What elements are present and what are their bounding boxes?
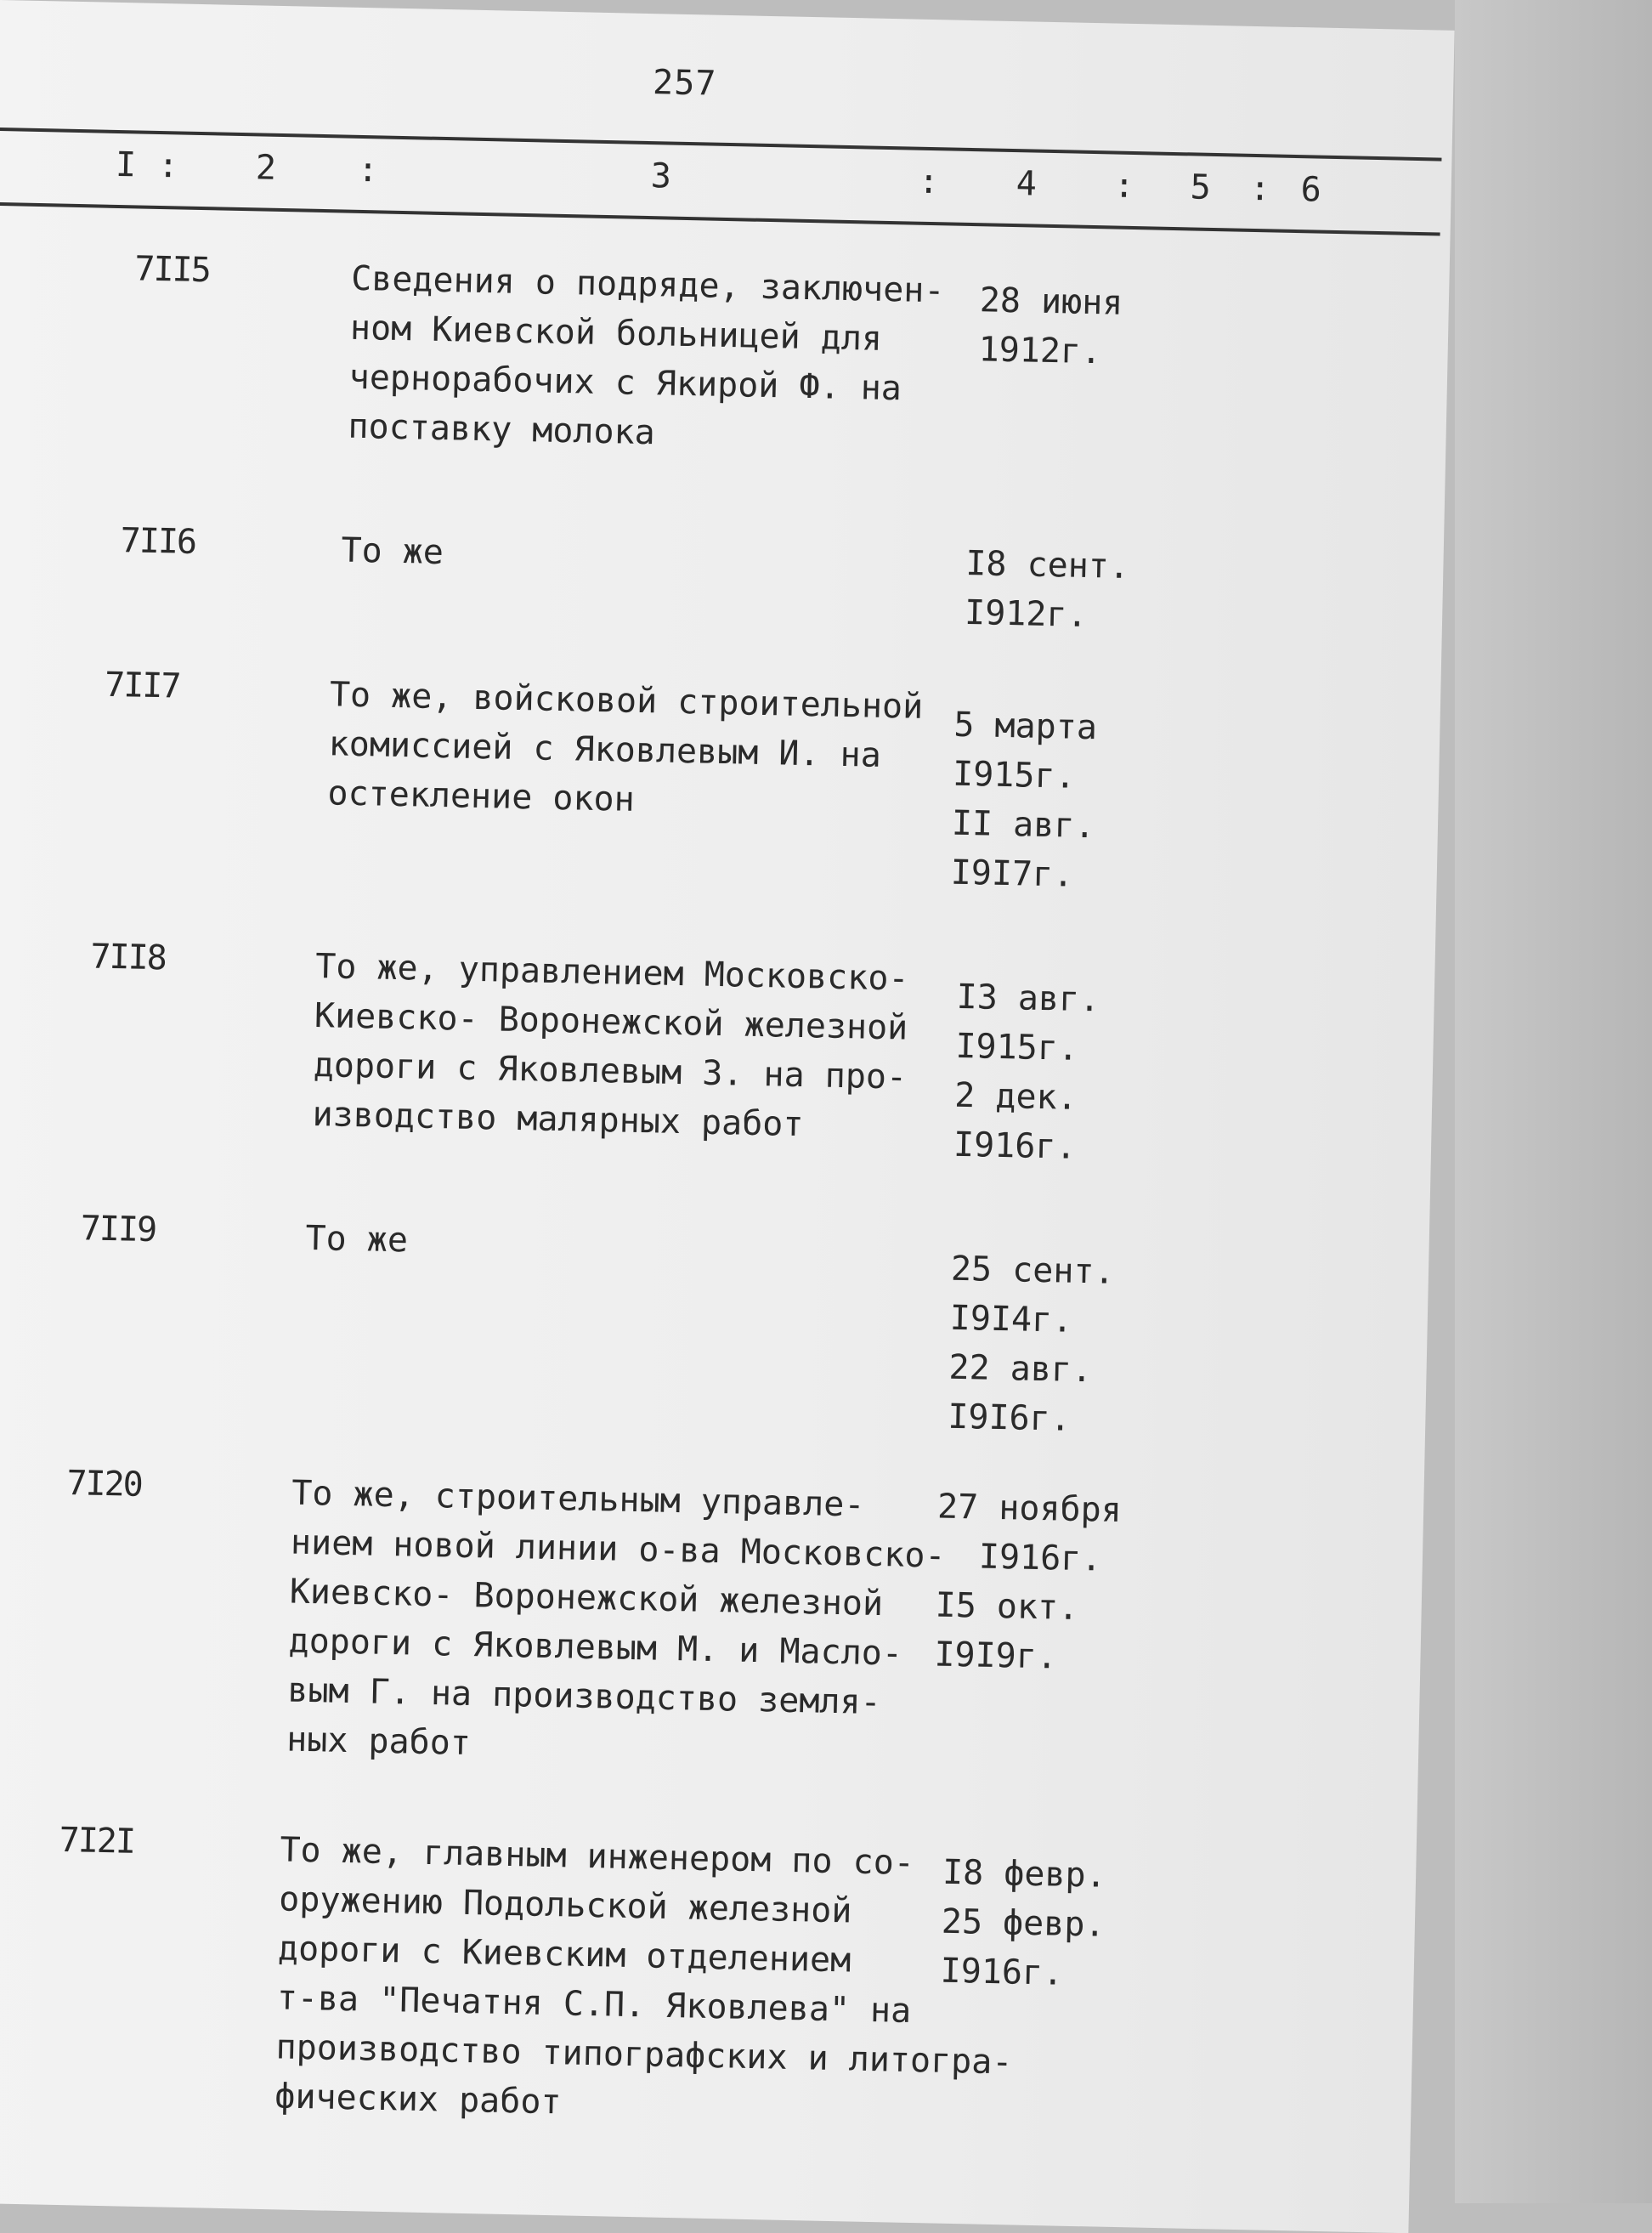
column-header-6: 6 xyxy=(1300,170,1322,210)
entry-number: 7II9 xyxy=(80,1209,156,1250)
table-row xyxy=(0,1462,1414,1764)
column-separator: : xyxy=(918,162,940,202)
table-row xyxy=(0,663,1430,895)
column-header-2: 2 xyxy=(255,148,277,188)
header-top-rule xyxy=(0,128,1441,162)
table-row xyxy=(0,247,1440,453)
entry-number: 7II8 xyxy=(89,937,167,978)
entry-dates: I8 сент. I912г. xyxy=(964,543,1130,635)
table-row xyxy=(0,935,1425,1167)
page-number: 257 xyxy=(652,63,717,104)
column-header-5: 5 xyxy=(1190,167,1212,207)
entry-dates: I8 февр. 25 февр. I916г. xyxy=(940,1852,1107,1993)
entry-number: 7I2I xyxy=(59,1820,135,1862)
header-bottom-rule xyxy=(0,202,1440,236)
column-header-4: 4 xyxy=(1016,164,1038,204)
entry-description: То же, управлением Московско- Киевско- Воронежской железной дороги с Яковлевым З. на про- изводство малярных работ xyxy=(312,947,909,1145)
column-separator: : xyxy=(1113,166,1135,206)
entry-description: То же, войсковой строительной комиссией с Яковлевым И. на остекление окон xyxy=(327,675,924,819)
entry-number: 7I20 xyxy=(65,1464,143,1505)
page-edge-shadow xyxy=(1455,0,1652,2203)
table-row xyxy=(0,1207,1419,1439)
entry-dates: I3 авг. I915г. 2 дек. I916г. xyxy=(953,977,1100,1167)
entry-dates: 27 ноября I916г. I5 окт. I9I9г. xyxy=(933,1487,1123,1677)
table-row xyxy=(0,519,1434,635)
entry-number: 7II5 xyxy=(133,249,211,291)
entry-description: То же xyxy=(305,1218,409,1261)
column-separator: : xyxy=(357,150,379,190)
column-header-1: I xyxy=(115,145,137,185)
entry-description: Сведения о подряде, заключен- ном Киевской больницей для чернорабочих с Якирой Ф. на поставку молока xyxy=(348,258,945,453)
entry-description: То же, строительным управле- нием новой линии о-ва Московско- Киевско- Воронежской железной дороги с Яковлевым М. и Масло- вым Г. на производство земля- ных работ xyxy=(286,1473,947,1764)
entry-description: То же, главным инженером по со- оружению Подольской железной дороги с Киевским отделением т-ва "Печатня С.П. Яковлева" на производство типографских и литогра- фических работ xyxy=(274,1830,1013,2122)
entry-dates: 28 июня 1912г. xyxy=(978,281,1123,372)
entry-description: То же xyxy=(341,530,444,573)
entry-dates: 25 сент. I9I4г. 22 авг. I9I6г. xyxy=(947,1249,1116,1439)
entry-number: 7II7 xyxy=(104,665,180,706)
table-row xyxy=(0,1819,1406,2122)
column-separator: : xyxy=(157,145,179,186)
entry-number: 7II6 xyxy=(120,521,196,562)
column-header-3: 3 xyxy=(650,156,672,196)
entry-dates: 5 марта I915г. II авг. I9I7г. xyxy=(950,705,1098,895)
column-separator: : xyxy=(1249,168,1271,209)
